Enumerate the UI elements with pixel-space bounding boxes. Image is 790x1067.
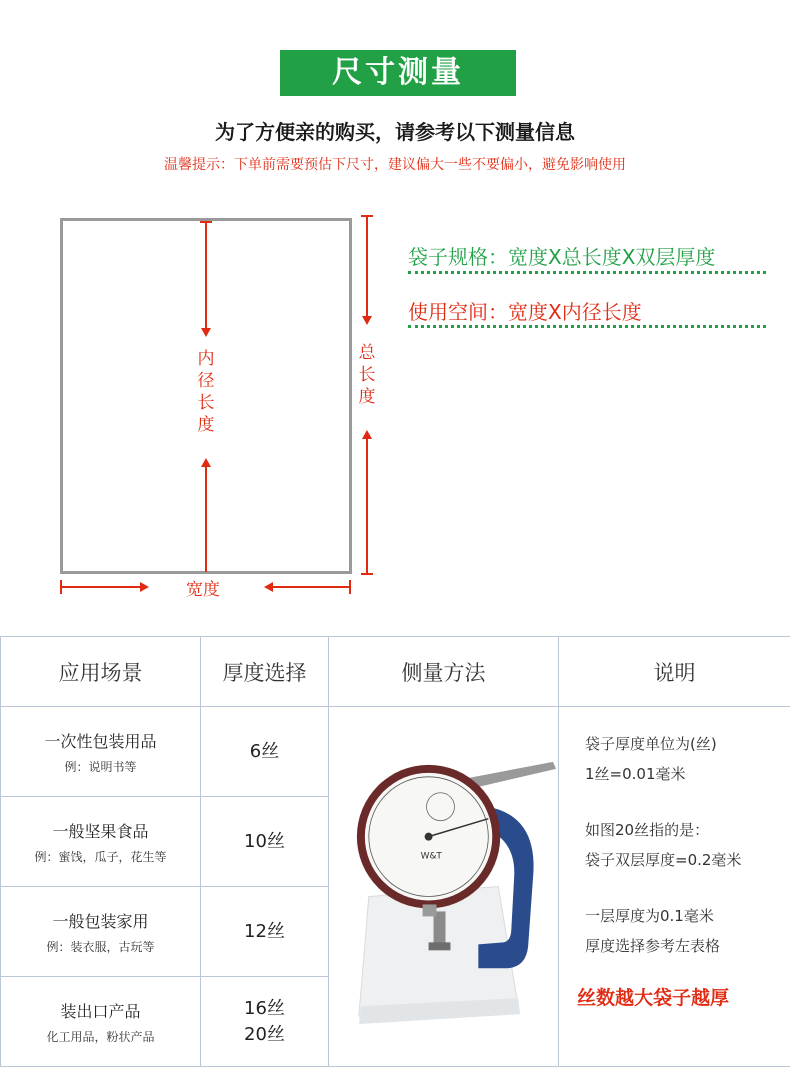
- note-layer-line-1: 一层厚度为0.1毫米: [585, 907, 714, 925]
- bag-spec-line: [408, 241, 715, 270]
- thickness-table: [0, 636, 790, 1067]
- thickness-value: 12丝: [244, 920, 285, 942]
- use-example: 例：装衣服，古玩等: [46, 939, 155, 954]
- header-scene: 应用场景: [1, 637, 201, 707]
- inner-length-label: 内径长度: [197, 349, 215, 435]
- bag-spec-value: 宽度X总长度X双层厚度: [508, 245, 716, 269]
- space-spec-value: 宽度X内径长度: [508, 300, 642, 324]
- use-name: 一次性包装用品: [44, 731, 157, 751]
- note-example-line-2: 袋子双层厚度=0.2毫米: [585, 851, 742, 869]
- width-arrow-left: [60, 586, 140, 588]
- headline: 为了方便亲的购买，请参考以下测量信息: [215, 120, 575, 144]
- width-label: 宽度: [186, 580, 220, 600]
- space-spec-label: 使用空间：: [408, 300, 508, 324]
- header-method: 侧量方法: [329, 637, 559, 707]
- note-emphasis: 丝数越大袋子越厚: [577, 987, 730, 1009]
- dotted-divider: [408, 271, 766, 274]
- note-unit-line-1: 袋子厚度单位为(丝): [585, 735, 717, 753]
- use-example: 化工用品，粉状产品: [46, 1029, 155, 1044]
- total-length-label: 总长度: [358, 343, 376, 407]
- arrow-head-left-icon: [264, 582, 273, 592]
- dotted-divider: [408, 325, 766, 328]
- warm-tip: 温馨提示：下单前需要预估下尺寸，建议偏大一些不要偏小，避免影响使用: [164, 157, 626, 173]
- use-name: 一般包装家用: [52, 911, 149, 931]
- header-thickness: 厚度选择: [201, 637, 329, 707]
- use-example: 例：说明书等: [64, 759, 137, 774]
- width-arrow-right: [273, 586, 351, 588]
- gauge-photo-cell: [329, 707, 559, 1067]
- note-unit-line-2: 1丝=0.01毫米: [585, 765, 686, 783]
- thickness-value: 10丝: [244, 830, 285, 852]
- note-example-line-1: 如图20丝指的是：: [585, 821, 710, 839]
- arrow-head-down-icon: [201, 328, 211, 337]
- table-header-row: [1, 637, 790, 707]
- bag-spec-label: 袋子规格：: [408, 245, 508, 269]
- gauge-brand: W&T: [420, 851, 442, 862]
- use-name: 装出口产品: [60, 1001, 141, 1021]
- header-notes: 说明: [559, 637, 790, 707]
- thickness-gauge-photo: [329, 707, 558, 1066]
- note-layer-line-2: 厚度选择参考左表格: [585, 937, 721, 955]
- use-name: 一般坚果食品: [52, 821, 149, 841]
- arrow-head-down-icon: [362, 316, 372, 325]
- thickness-value: 16丝: [244, 997, 285, 1019]
- arrow-head-right-icon: [140, 582, 149, 592]
- inner-length-arrow-top: [205, 222, 207, 332]
- thickness-value: 6丝: [249, 740, 280, 762]
- width-right-tick: [349, 580, 351, 594]
- total-length-arrow-bottom: [366, 436, 368, 574]
- total-length-bottom-tick: [361, 573, 373, 575]
- use-example: 例：蜜饯，瓜子，花生等: [34, 849, 167, 864]
- space-spec-line: [408, 296, 642, 325]
- thickness-value: 20丝: [244, 1023, 285, 1045]
- table-row: [1, 707, 790, 797]
- section-title-banner: 尺寸测量: [280, 50, 516, 96]
- total-length-arrow-top: [366, 216, 368, 320]
- inner-length-arrow-bottom: [205, 464, 207, 572]
- notes-cell: [559, 707, 790, 1067]
